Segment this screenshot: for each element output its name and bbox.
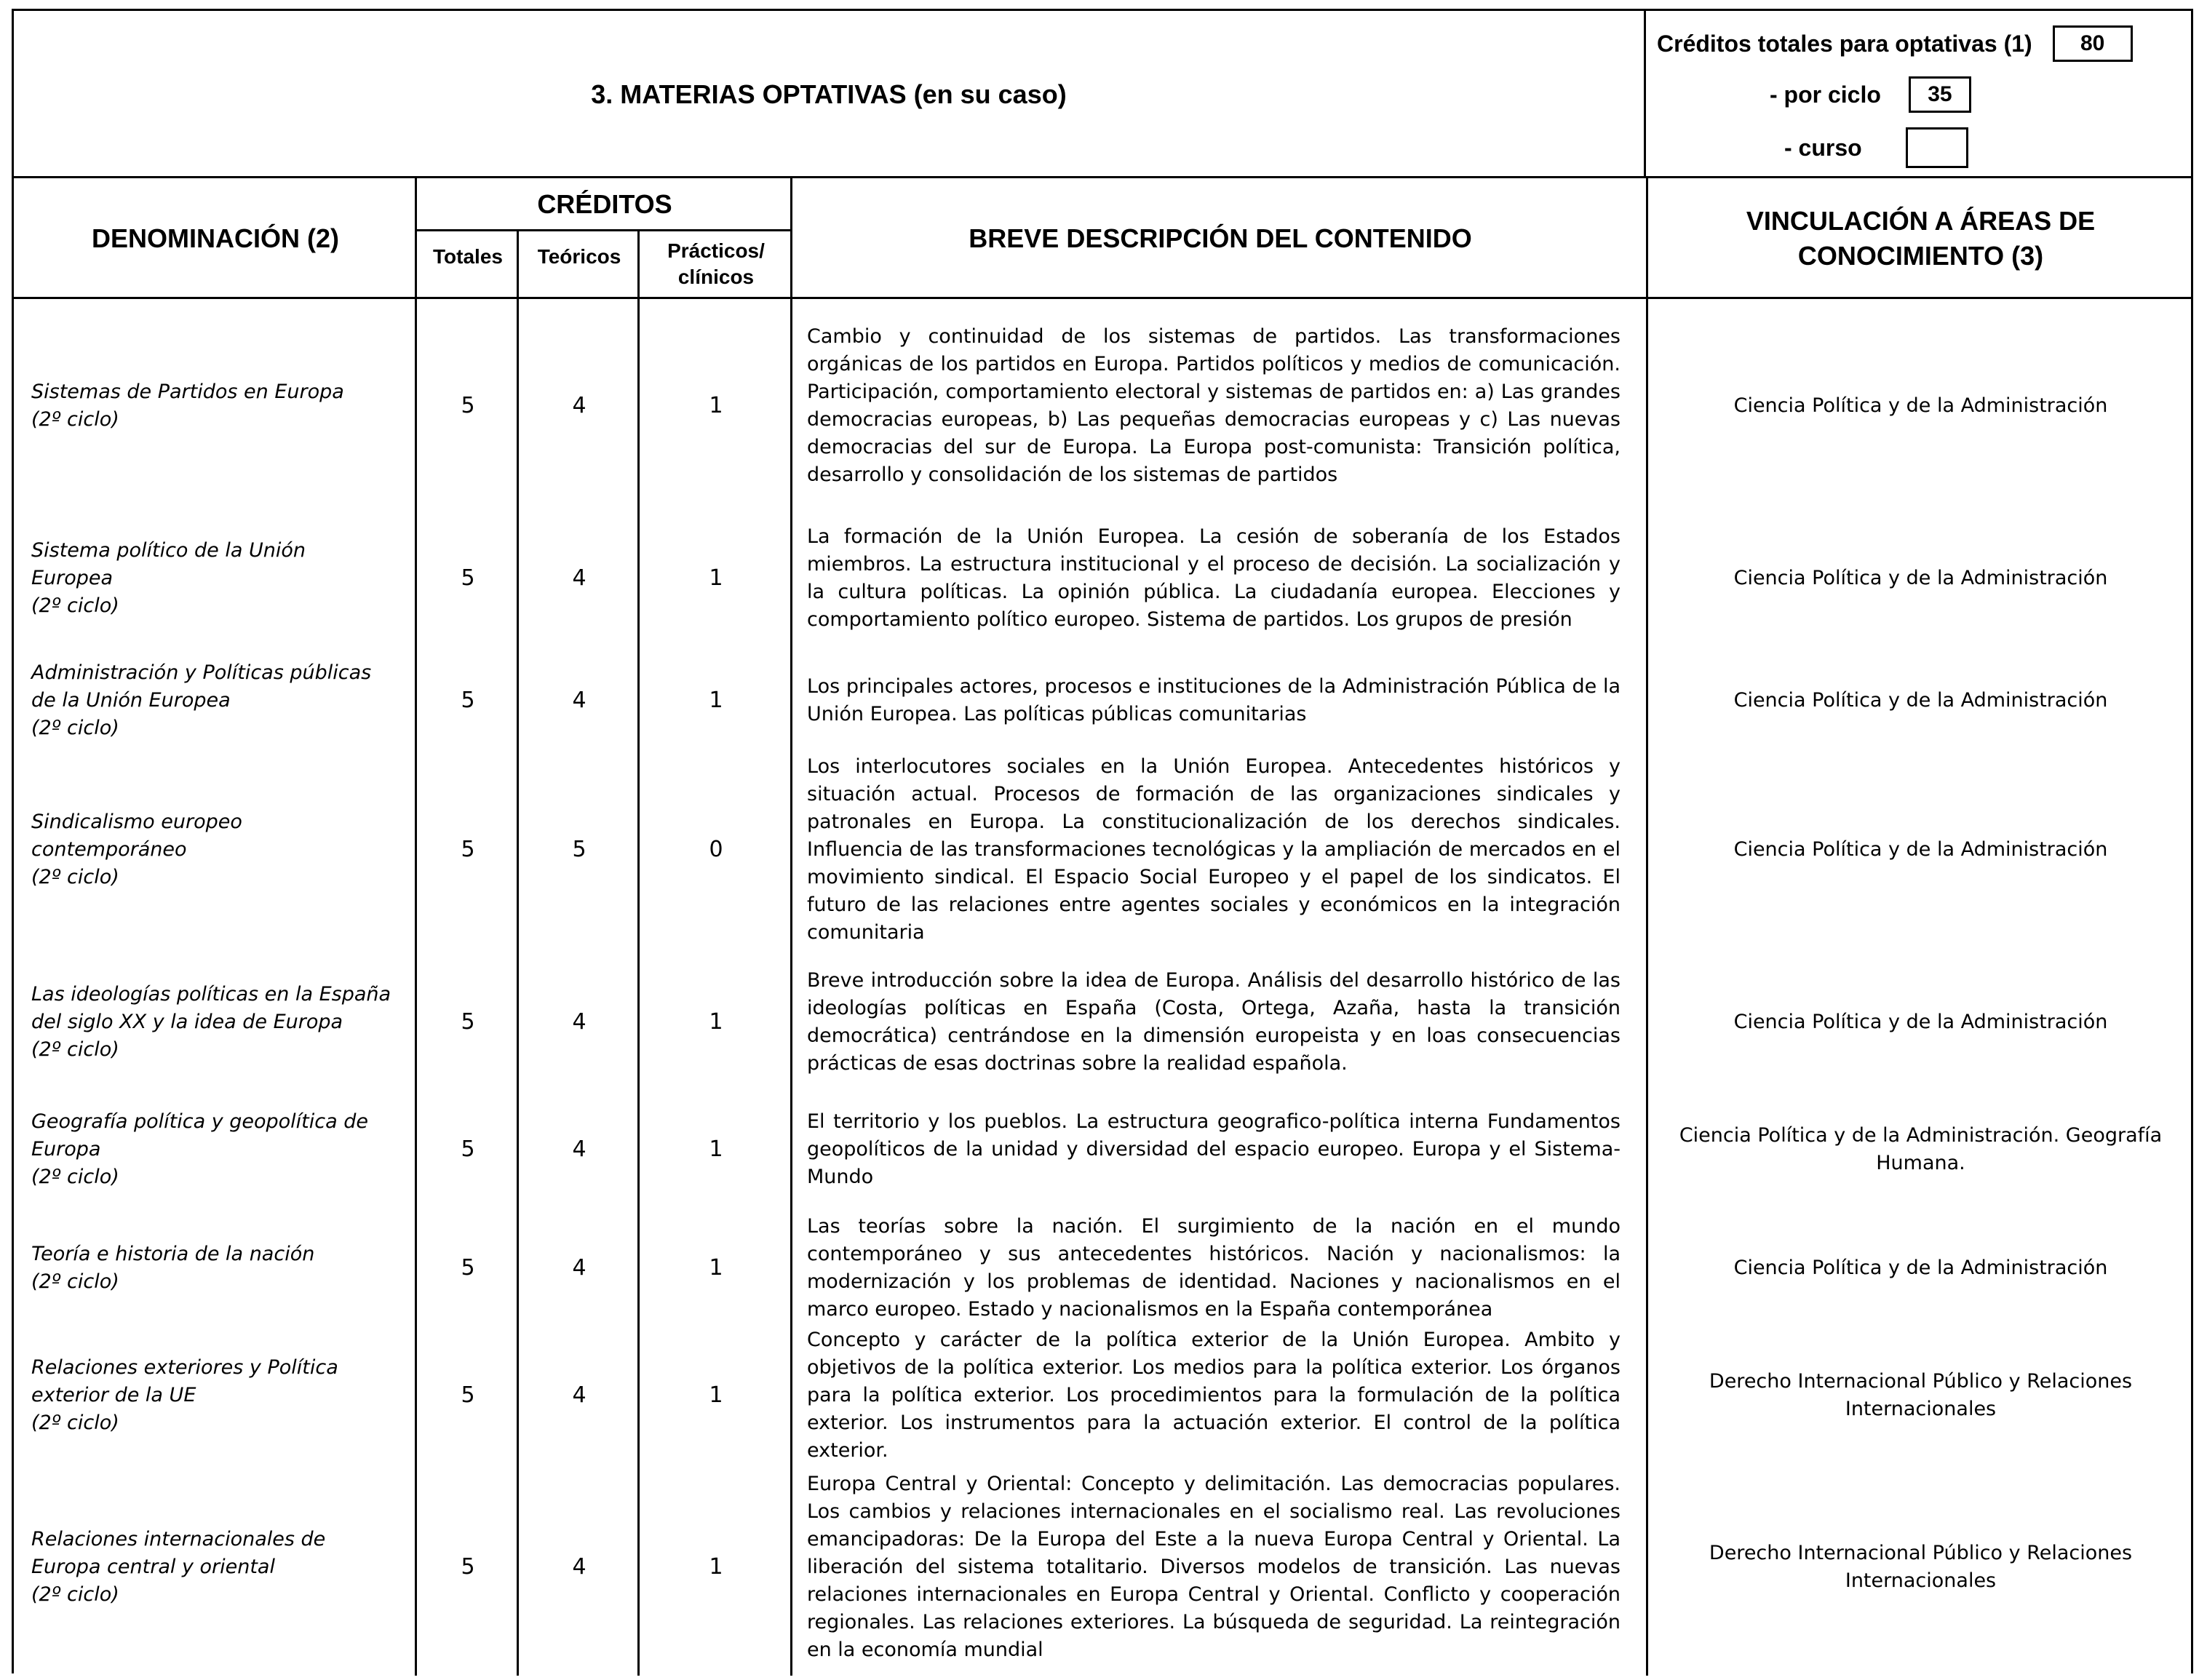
description-text: Cambio y continuidad de los sistemas de partidos. Las transformaciones orgánicas de los partidos en Europa. Partidos políticos y medios de comunicación. Participación, comportamiento electoral y sistemas de partidos en: a) Las grandes democracias europeas, b) Las pequeñas democracias europeas y c) Las nuevas democracias del sur de Europa. La Europa post-comunista: Transición política, desarrollo y consolidación de los sistemas de partidos	[807, 325, 1621, 486]
table-row	[14, 306, 2193, 506]
column-header-areas	[1648, 178, 2193, 299]
page-title: 3. MATERIAS OPTATIVAS (en su caso)	[14, 11, 1646, 178]
subject-name-line: (2º ciclo)	[31, 1038, 119, 1061]
subject-name	[31, 749, 417, 950]
credits-practicos: 1	[709, 392, 723, 418]
subject-name-line: Teoría e historia de la nación	[31, 1242, 315, 1265]
subject-name	[31, 1095, 417, 1204]
knowledge-area	[1648, 950, 2193, 1095]
credits-practicos: 1	[709, 565, 723, 591]
knowledge-area-text: Derecho Internacional Público y Relaciones Internacionales	[1709, 1542, 2133, 1592]
credits-practicos: 1	[709, 1136, 723, 1162]
credits-teoricos: 4	[572, 1382, 586, 1408]
knowledge-area-text: Ciencia Política y de la Administración	[1733, 567, 2108, 589]
credits-totales: 5	[461, 392, 475, 418]
course-box	[1906, 127, 1968, 168]
knowledge-area	[1648, 1459, 2193, 1676]
knowledge-area-text: Ciencia Política y de la Administración	[1733, 1011, 2108, 1033]
knowledge-area-text: Ciencia Política y de la Administración	[1733, 688, 2108, 712]
column-header-totales: Totales	[433, 245, 503, 268]
practicos-line-2: clínicos	[677, 266, 755, 288]
description-text: Los principales actores, procesos e instituciones de la Administración Pública de la Unión Europea. Las políticas públicas comunitarias	[807, 674, 1621, 725]
subject-name-line: del siglo XX y la idea de Europa	[31, 1011, 343, 1033]
subject-name-line: Europa	[31, 1138, 101, 1161]
subject-name-line: Relaciones internacionales de	[31, 1528, 326, 1550]
column-header-description: BREVE DESCRIPCIÓN DEL CONTENIDO	[969, 223, 1472, 253]
content-description	[792, 651, 1635, 749]
table-row	[14, 1459, 2193, 1676]
table-row	[14, 950, 2193, 1095]
credits-teoricos: 4	[572, 687, 586, 713]
column-header-practicos	[640, 231, 792, 299]
knowledge-area	[1648, 506, 2193, 651]
table-row	[14, 1095, 2193, 1204]
knowledge-area	[1648, 651, 2193, 749]
subject-name-line: Sindicalismo europeo	[31, 810, 242, 833]
subject-name-line: (2º ciclo)	[31, 1583, 119, 1606]
subject-name	[31, 506, 417, 651]
knowledge-area	[1648, 1204, 2193, 1331]
credits-teoricos: 4	[572, 1009, 586, 1035]
table-row	[14, 1204, 2193, 1331]
description-text: Europa Central y Oriental: Concepto y delimitación. Las democracias populares. Los cambios y relaciones internacionales en el socialismo real. Las revoluciones emancipadoras: De la Europa del Este a la nueva Europa Central y Oriental. La liberación del sistema totalitario. Diversos modelos de transición. Las nuevas relaciones internacionales en Europa Central y Oriental. Conflicto y cooperación regionales. Las relaciones exteriores. La búsqueda de seguridad. La reintegración en la economía mundial	[807, 1473, 1621, 1661]
subject-name-line: (2º ciclo)	[31, 716, 119, 739]
total-credits-label: Créditos totales para optativas (1)	[1657, 30, 2032, 57]
subject-name-line: exterior de la UE	[31, 1383, 196, 1406]
credits-practicos: 1	[709, 1554, 723, 1580]
content-description	[792, 306, 1635, 506]
credits-teoricos: 4	[572, 1136, 586, 1162]
content-description	[792, 1204, 1635, 1331]
subject-name-line: Sistemas de Partidos en Europa	[31, 380, 344, 403]
credits-teoricos: 5	[572, 836, 586, 862]
credits-practicos: 1	[709, 1009, 723, 1035]
subject-name-line: Sistema político de la Unión	[31, 539, 306, 562]
subject-name	[31, 1331, 417, 1459]
description-text: Breve introducción sobre la idea de Europa. Análisis del desarrollo histórico de las ideologías políticas en España (Costa, Ortega, Azaña, hasta la transición democrática) centrándose en la dimensión europeista y en loas consecuencias prácticas de esas doctrinas sobre la realidad española.	[807, 969, 1621, 1075]
credits-totales: 5	[461, 836, 475, 862]
optional-subjects-table	[12, 9, 2193, 1673]
description-text: Las teorías sobre la nación. El surgimiento de la nación en el mundo contemporáneo y sus antecedentes históricos. Nación y nacionalismos: la modernización y los problemas de identidad. Naciones y nacionalismos en el marco europeo. Estado y nacionalismos en la España contemporánea	[807, 1214, 1621, 1321]
credits-practicos: 1	[709, 687, 723, 713]
credits-practicos: 0	[709, 836, 723, 862]
subject-name	[31, 1204, 417, 1331]
table-row	[14, 1328, 2193, 1462]
subject-name	[31, 1459, 417, 1676]
subject-name-line: (2º ciclo)	[31, 865, 119, 888]
subject-name	[31, 651, 417, 749]
subject-name	[31, 950, 417, 1095]
content-description	[792, 749, 1635, 950]
credits-practicos: 1	[709, 1382, 723, 1408]
course-label: - curso	[1784, 134, 1862, 161]
content-description	[792, 950, 1635, 1095]
credits-totales: 5	[461, 1254, 475, 1281]
credits-summary	[1646, 11, 2193, 178]
subject-name-line: (2º ciclo)	[31, 1166, 119, 1188]
column-header-credits: CRÉDITOS	[537, 189, 672, 219]
credits-totales: 5	[461, 1136, 475, 1162]
credits-teoricos: 4	[572, 392, 586, 418]
description-text: El territorio y los pueblos. La estructura geografico-política interna Fundamentos geopolíticos de la unidad y diversidad del espacio europeo. Europa y el Sistema-Mundo	[807, 1110, 1621, 1188]
subject-name-line: Administración y Políticas públicas	[31, 661, 372, 684]
total-credits-box: 80	[2053, 25, 2133, 62]
credits-totales: 5	[461, 565, 475, 591]
areas-line-2: CONOCIMIENTO (3)	[1797, 241, 2044, 271]
credits-totales: 5	[461, 1554, 475, 1580]
credits-totales: 5	[461, 687, 475, 713]
credits-practicos: 1	[709, 1254, 723, 1281]
subject-name-line: Relaciones exteriores y Política	[31, 1355, 338, 1379]
description-text: Los interlocutores sociales en la Unión Europea. Antecedentes históricos y situación actual. Procesos de formación de las organizaciones sindicales y patronales en Europa. La constitucionalización de los derechos sindicales. Influencia de las transformaciones tecnológicas y la ampliación de mercados en el movimiento sindical. El Espacio Social Europeo y el papel de los sindicatos. El futuro de las relaciones entre agentes sociales y económicos en la integración comunitaria	[807, 755, 1621, 944]
column-header-name: DENOMINACIÓN (2)	[92, 223, 339, 253]
content-description	[792, 1328, 1635, 1462]
credits-teoricos: 4	[572, 1254, 586, 1281]
description-text: Concepto y carácter de la política exterior de la Unión Europea. Ambito y objetivos de la política exterior. Los medios para la política exterior. Los órganos para la política exterior. Los procedimientos para la formulación de la política exterior. Los instrumentos para la actuación exterior. El control de la política exterior.	[807, 1328, 1621, 1462]
column-header-teoricos: Teóricos	[537, 245, 621, 268]
knowledge-area	[1648, 306, 2193, 506]
description-text: La formación de la Unión Europea. La cesión de soberanía de los Estados miembros. La estructura institucional y el proceso de decisión. La socialización y la cultura políticas. La opinión pública. La ciudadanía europea. Elecciones y comportamiento político europeo. Sistema de partidos. Los grupos de presión	[807, 525, 1621, 631]
practicos-line-1: Prácticos/	[667, 239, 765, 262]
subject-name-line: (2º ciclo)	[31, 1411, 119, 1434]
subject-name-line: (2º ciclo)	[31, 594, 119, 617]
knowledge-area-text: Ciencia Política y de la Administración. Geografía Humana.	[1679, 1124, 2163, 1174]
table-header-row	[14, 11, 2191, 178]
knowledge-area-text: Ciencia Política y de la Administración	[1733, 1256, 2108, 1279]
knowledge-area	[1648, 1095, 2193, 1204]
content-description	[792, 1459, 1635, 1676]
per-cycle-box: 35	[1909, 76, 1971, 113]
credits-totales: 5	[461, 1382, 475, 1408]
subject-name-line: de la Unión Europea	[31, 688, 231, 712]
subject-name	[31, 306, 417, 506]
content-description	[792, 506, 1635, 651]
table-row	[14, 506, 2193, 651]
subject-name-line: Las ideologías políticas en la España	[31, 983, 391, 1006]
content-description	[792, 1095, 1635, 1204]
table-row	[14, 749, 2193, 950]
knowledge-area	[1648, 1331, 2193, 1459]
table-row	[14, 651, 2193, 749]
knowledge-area	[1648, 749, 2193, 950]
knowledge-area-text: Derecho Internacional Público y Relaciones Internacionales	[1709, 1369, 2133, 1420]
areas-line-1: VINCULACIÓN A ÁREAS DE	[1746, 206, 2096, 236]
subject-name-line: Geografía política y geopolítica de	[31, 1110, 368, 1133]
knowledge-area-text: Ciencia Política y de la Administración	[1733, 837, 2108, 861]
credits-teoricos: 4	[572, 1554, 586, 1580]
subject-name-line: Europa central y oriental	[31, 1556, 275, 1578]
credits-teoricos: 4	[572, 565, 586, 591]
subject-name-line: contemporáneo	[31, 837, 187, 861]
knowledge-area-text: Ciencia Política y de la Administración	[1733, 394, 2108, 417]
subject-name-line: Europea	[31, 567, 114, 589]
per-cycle-label: - por ciclo	[1770, 81, 1881, 108]
subject-name-line: (2º ciclo)	[31, 1270, 119, 1293]
credits-totales: 5	[461, 1009, 475, 1035]
subject-name-line: (2º ciclo)	[31, 407, 119, 431]
